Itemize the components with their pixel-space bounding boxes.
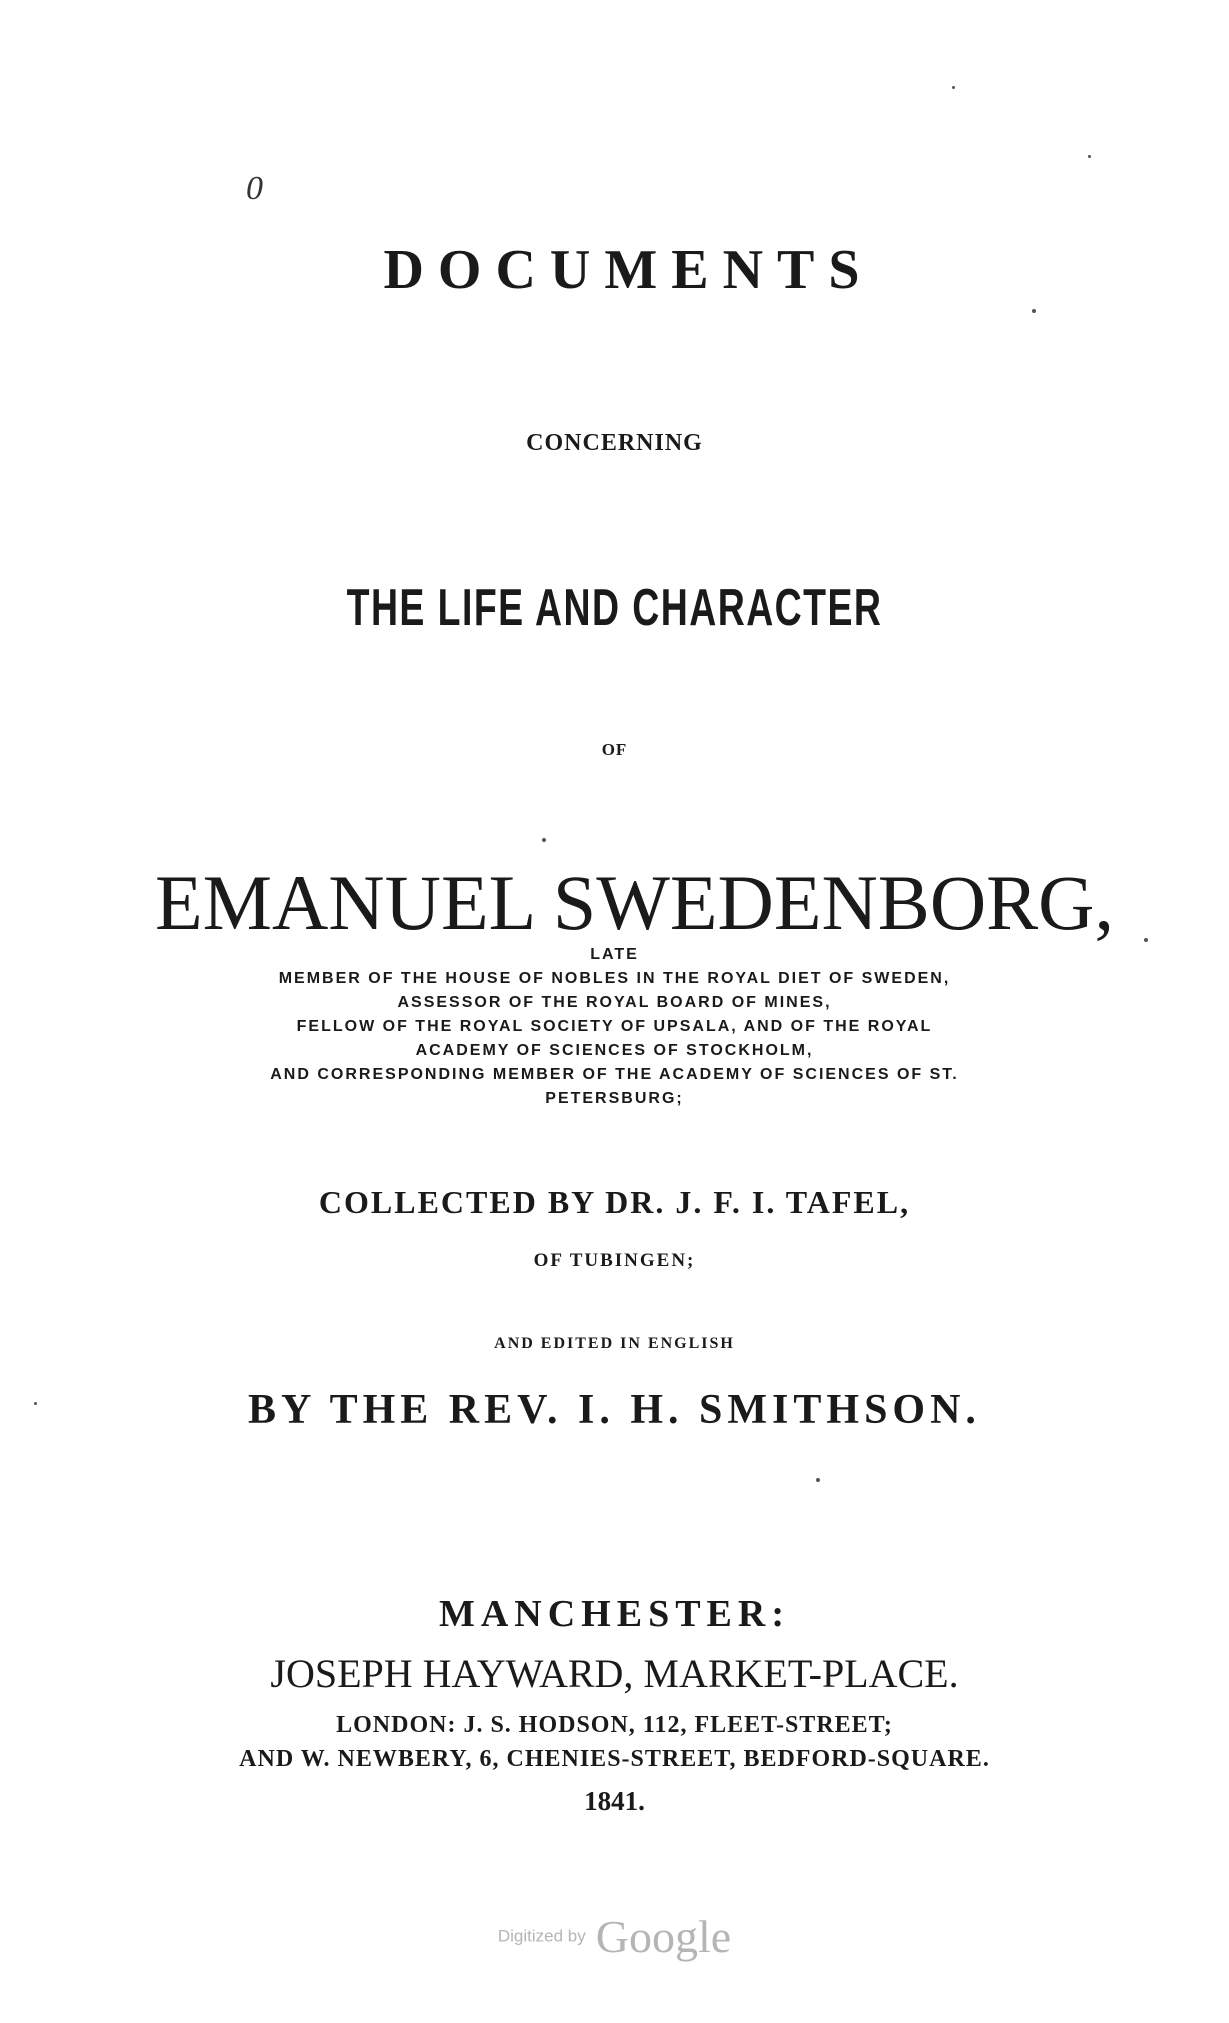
book-title: DOCUMENTS <box>383 239 874 301</box>
ink-speck <box>1032 309 1036 313</box>
handwritten-mark: 0 <box>246 170 263 207</box>
editor-line: BY THE REV. I. H. SMITHSON. <box>248 1387 981 1433</box>
imprint-publisher: JOSEPH HAYWARD, MARKET-PLACE. <box>270 1651 959 1696</box>
ink-speck <box>1144 938 1148 942</box>
ink-speck <box>34 1402 37 1405</box>
subject-line: THE LIFE AND CHARACTER <box>346 579 883 637</box>
collected-by-line: COLLECTED BY DR. J. F. I. TAFEL, <box>318 1184 911 1220</box>
author-name: EMANUEL SWEDENBORG, <box>154 859 1115 946</box>
description-line: ACADEMY OF SCIENCES OF STOCKHOLM, <box>415 1042 814 1059</box>
concerning-line: CONCERNING <box>526 430 703 456</box>
ink-speck <box>1088 155 1091 158</box>
description-line: FELLOW OF THE ROYAL SOCIETY OF UPSALA, AND OF THE ROYAL <box>296 1018 933 1035</box>
description-line: MEMBER OF THE HOUSE OF NOBLES IN THE ROYAL DIET OF SWEDEN, <box>278 970 951 987</box>
ink-speck <box>952 86 955 89</box>
imprint-london: LONDON: J. S. HODSON, 112, FLEET-STREET; <box>336 1712 893 1738</box>
imprint-year: 1841. <box>584 1786 645 1816</box>
google-watermark <box>0 1910 1229 1963</box>
description-line: AND CORRESPONDING MEMBER OF THE ACADEMY OF SCIENCES OF ST. <box>270 1066 959 1083</box>
description-line: ASSESSOR OF THE ROYAL BOARD OF MINES, <box>397 994 832 1011</box>
imprint-second: AND W. NEWBERY, 6, CHENIES-STREET, BEDFORD-SQUARE. <box>239 1746 990 1772</box>
of-line: OF <box>601 740 628 759</box>
collector-place-line: OF TUBINGEN; <box>533 1250 696 1271</box>
imprint-city: MANCHESTER: <box>438 1593 791 1635</box>
digitized-by-label: Digitized by <box>497 1926 586 1946</box>
ink-speck <box>542 838 546 842</box>
google-logo: Google <box>595 1911 732 1962</box>
description-line: PETERSBURG; <box>545 1090 684 1107</box>
edited-line: AND EDITED IN ENGLISH <box>494 1335 735 1352</box>
late-label: LATE <box>590 946 639 963</box>
ink-speck <box>816 1478 820 1482</box>
